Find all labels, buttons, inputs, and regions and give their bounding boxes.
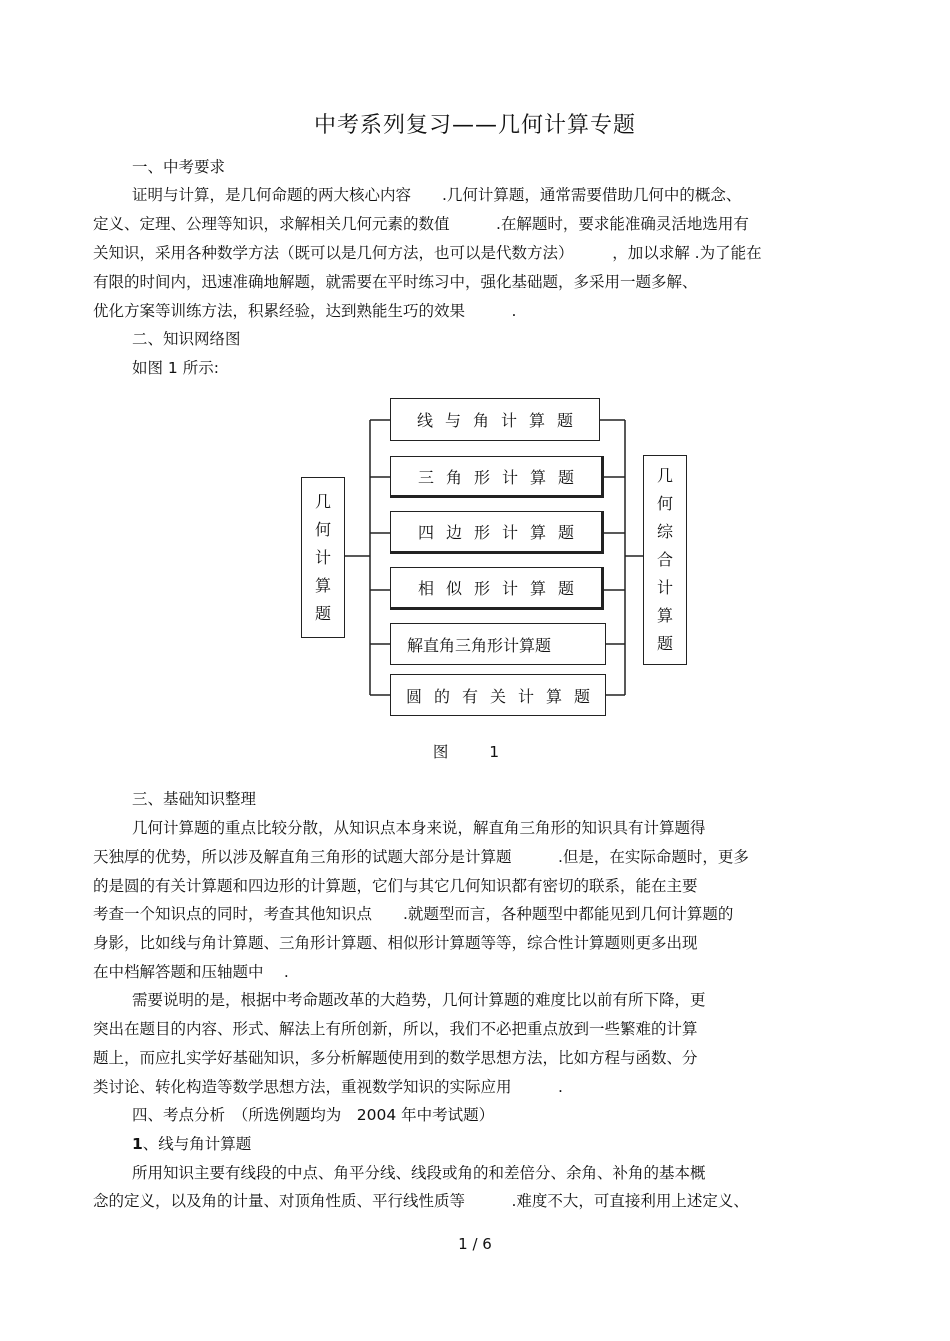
document-title: 中考系列复习——几何计算专题 [313,113,636,138]
left-label-char: 计 [314,547,331,567]
paragraph-line: 需要说明的是，根据中考命题改革的大趋势，几何计算题的难度比以前有所下降，更 [132,991,706,1009]
paragraph-line: 类讨论、转化构造等数学思想方法，重视数学知识的实际应用 . [93,1078,563,1096]
left-label-char: 几 [314,491,331,511]
paragraph-line: 定义、定理、公理等知识，求解相关几何元素的数值 .在解题时，要求能准确灵活地选用有 [93,215,749,233]
right-label-char: 计 [656,578,673,597]
subsection-number: 1 [132,1135,143,1153]
right-label-char: 合 [656,550,673,569]
paragraph-line: 几何计算题的重点比较分散，从知识点本身来说，解直角三角形的知识具有计算题得 [132,819,706,837]
section-heading-4: 四、考点分析 （所选例题均为 2004 年中考试题） [132,1106,495,1124]
left-label-char: 题 [314,603,331,623]
right-label-char: 算 [656,606,673,625]
section-heading-3: 三、基础知识整理 [132,790,257,808]
diagram-item-similar: 相似形计算题 [390,567,604,610]
paragraph-line: 突出在题目的内容、形式、解法上有所创新，所以，我们不必把重点放到一些繁难的计算 [93,1020,698,1038]
paragraph-line: 证明与计算，是几何命题的两大核心内容 .几何计算题，通常需要借助几何中的概念、 [132,186,742,204]
paragraph-line: 考查一个知识点的同时，考查其他知识点 .就题型而言，各种题型中都能见到几何计算题的 [93,905,734,923]
right-label-char: 何 [656,494,673,513]
figure-reference: 如图 1 所示: [132,359,219,377]
paragraph-line: 在中档解答题和压轴题中 . [93,963,289,981]
subsection-title: 、线与角计算题 [142,1135,252,1153]
paragraph-line: 优化方案等训练方法，积累经验，达到熟能生巧的效果 . [93,302,517,320]
paragraph-line: 关知识，采用各种数学方法（既可以是几何方法，也可以是代数方法） ，加以求解 .为了能在 [93,244,762,262]
left-label-char: 何 [314,519,331,539]
diagram-item-triangle: 三角形计算题 [390,456,604,498]
paragraph-line: 题上，而应扎实学好基础知识，多分析解题使用到的数学思想方法，比如方程与函数、分 [93,1049,698,1067]
geometry-calculation-box [301,477,345,638]
diagram-item-line-angle: 线与角计算题 [390,398,600,441]
right-label-char: 综 [656,522,673,541]
paragraph-line: 身影，比如线与角计算题、三角形计算题、相似形计算题等等，综合性计算题则更多出现 [93,934,698,952]
section-heading-1: 一、中考要求 [132,158,226,176]
comprehensive-calculation-box [643,455,687,665]
left-label-char: 算 [314,575,331,595]
figure-caption: 图 1 [432,743,518,761]
right-label-char: 题 [656,634,673,653]
diagram-item-quadrilateral: 四边形计算题 [390,511,604,554]
diagram-item-circle: 圆的有关计算题 [390,674,606,716]
subsection-heading [132,1134,251,1154]
paragraph-line: 有限的时间内，迅速准确地解题，就需要在平时练习中，强化基础题，多采用一题多解、 [93,273,698,291]
paragraph-line: 所用知识主要有线段的中点、角平分线、线段或角的和差倍分、余角、补角的基本概 [132,1164,706,1182]
diagram-item-right-triangle: 解直角三角形计算题 [390,623,606,665]
paragraph-line: 念的定义，以及角的计量、对顶角性质、平行线性质等 .难度不大，可直接利用上述定义、 [93,1192,749,1210]
page-number: 1 / 6 [458,1235,492,1253]
right-label-char: 几 [656,466,673,485]
paragraph-line: 天独厚的优势，所以涉及解直角三角形的试题大部分是计算题 .但是，在实际命题时，更多 [93,848,749,866]
paragraph-line: 的是圆的有关计算题和四边形的计算题，它们与其它几何知识都有密切的联系，能在主要 [93,877,698,895]
section-heading-2: 二、知识网络图 [132,330,241,348]
